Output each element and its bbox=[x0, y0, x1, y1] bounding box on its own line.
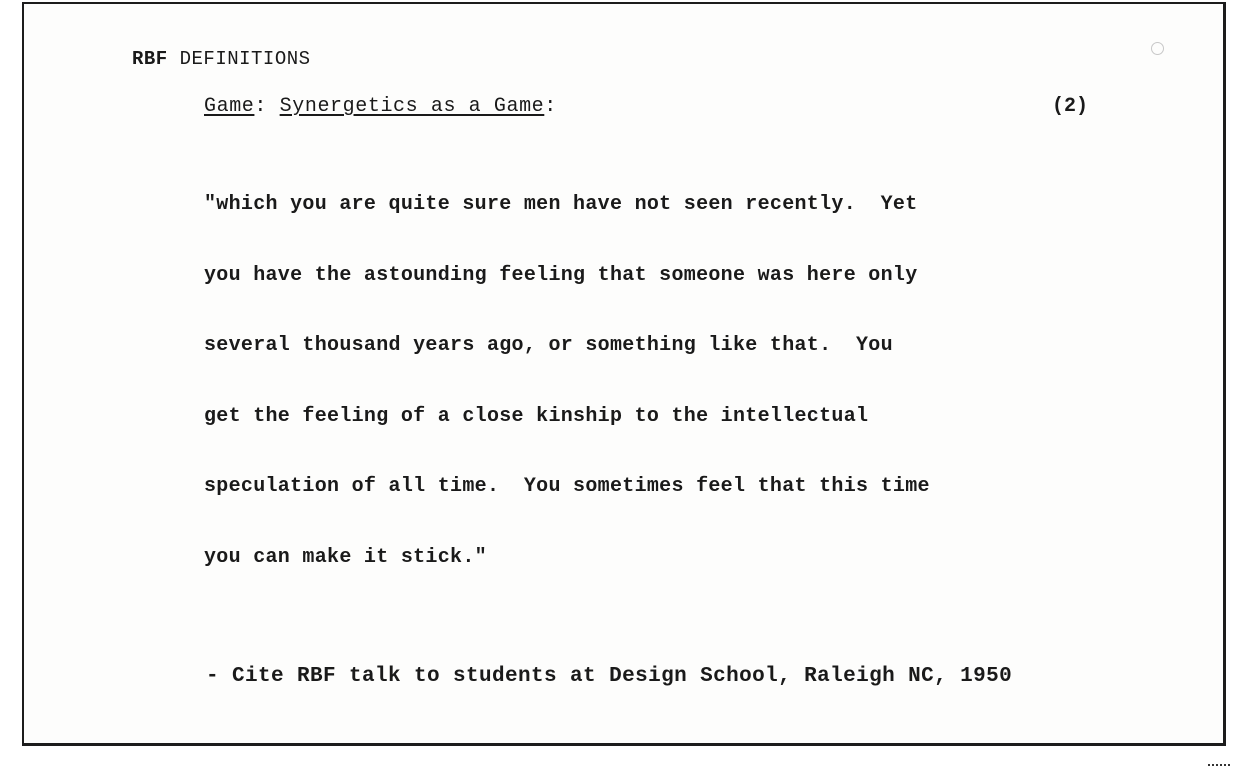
subtitle-suffix: : bbox=[544, 95, 557, 118]
quote-line: get the feeling of a close kinship to the intellectual bbox=[204, 404, 869, 428]
quote-line: you can make it stick." bbox=[204, 545, 487, 569]
quote-line: several thousand years ago, or something like that. You bbox=[204, 334, 893, 357]
definition-title bbox=[204, 95, 557, 118]
quote-line: speculation of all time. You sometimes feel that this time bbox=[204, 475, 930, 498]
term-label: Game bbox=[204, 95, 255, 118]
header-prefix: RBF bbox=[132, 48, 168, 70]
quote-line: "which you are quite sure men have not seen recently. Yet bbox=[204, 193, 918, 216]
page-number: (2) bbox=[1052, 95, 1089, 118]
corner-mark bbox=[1208, 764, 1230, 772]
punch-hole-mark bbox=[1151, 42, 1164, 55]
subtitle-label: Synergetics as a Game bbox=[279, 95, 545, 118]
header-suffix: DEFINITIONS bbox=[167, 48, 311, 70]
term-separator: : bbox=[254, 95, 280, 118]
quote-line: you have the astounding feeling that someone was here only bbox=[204, 263, 918, 287]
citation: - Cite RBF talk to students at Design School, Raleigh NC, 1950 bbox=[206, 665, 1013, 688]
card-header bbox=[132, 48, 311, 70]
quote-body bbox=[204, 146, 930, 593]
